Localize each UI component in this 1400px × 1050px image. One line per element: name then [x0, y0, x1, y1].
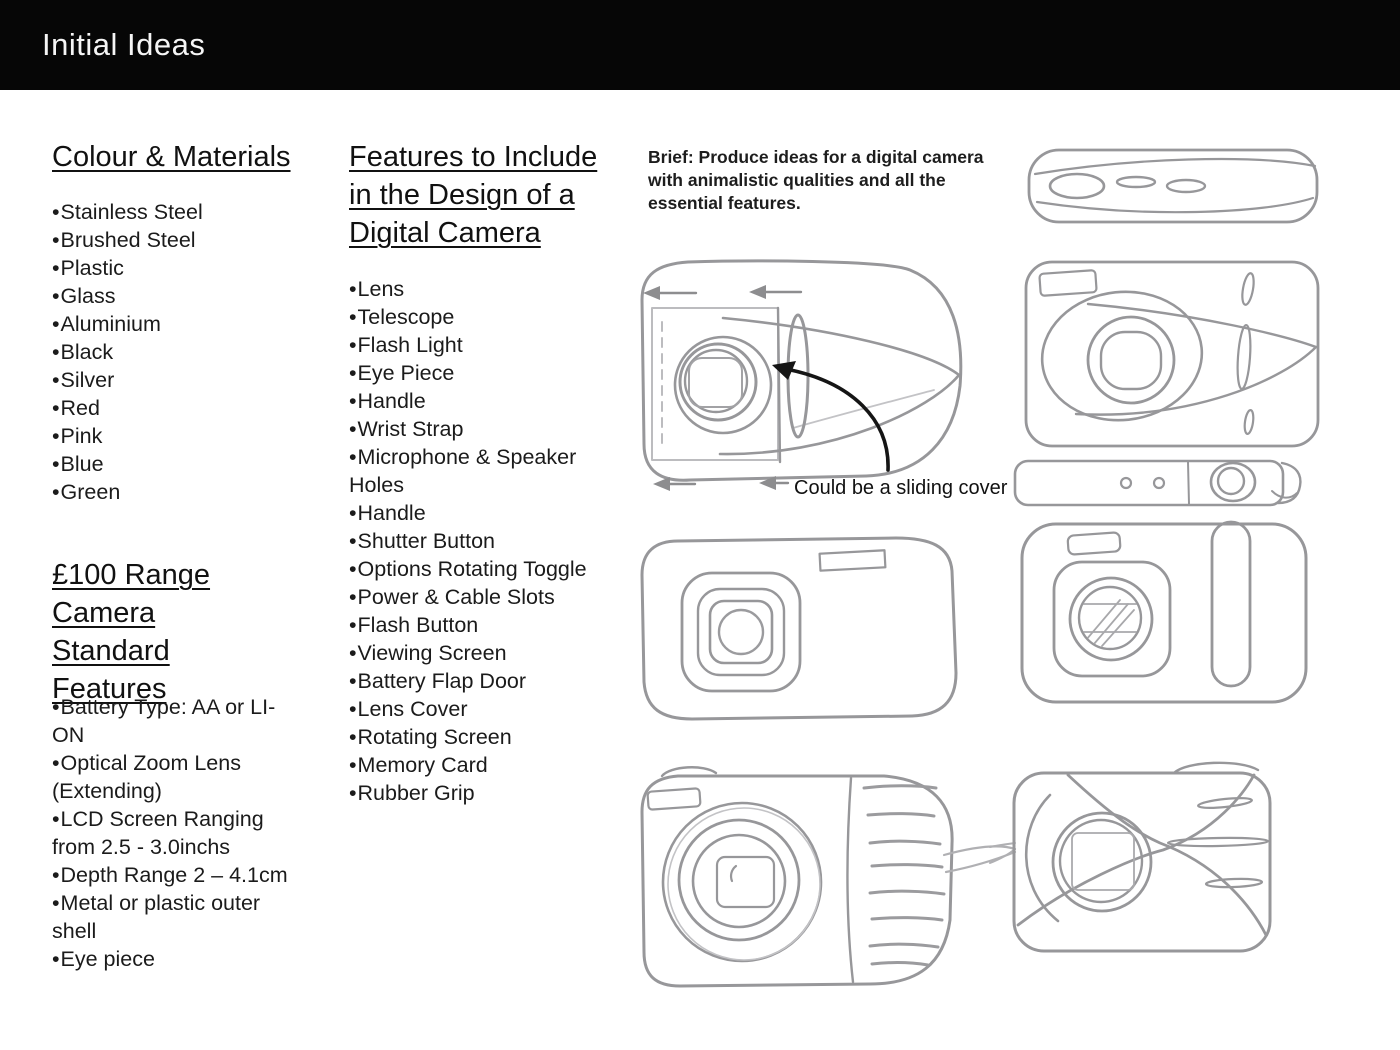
list-item: • Pink — [52, 422, 304, 450]
list-item: • Memory Card — [349, 751, 601, 779]
colour-materials-list — [52, 198, 304, 506]
list-item: • Battery Flap Door — [349, 667, 601, 695]
list-item: • LCD Screen Ranging from 2.5 - 3.0inchs — [52, 805, 292, 861]
list-item: • Glass — [52, 282, 304, 310]
title-bar — [0, 0, 1400, 90]
sketch-camera-top-view — [1023, 140, 1323, 235]
list-item: • Power & Cable Slots — [349, 583, 601, 611]
section-heading-colour-materials: Colour & Materials — [52, 141, 291, 173]
list-item: • Handle — [349, 387, 601, 415]
list-item: • Microphone & Speaker Holes — [349, 443, 601, 499]
list-item: • Silver — [52, 366, 304, 394]
list-item: • Telescope — [349, 303, 601, 331]
list-item: • Red — [52, 394, 304, 422]
list-item: • Rotating Screen — [349, 723, 601, 751]
brief-text: Brief: Produce ideas for a digital camera with animalistic qualities and all the essential features. — [648, 147, 984, 213]
list-item: • Green — [52, 478, 304, 506]
standard-features-list — [52, 693, 292, 973]
sketch-camera-front-grip-design — [1016, 512, 1312, 710]
list-item: • Stainless Steel — [52, 198, 304, 226]
list-item: • Plastic — [52, 254, 304, 282]
sketch-camera-front-zoom-lens — [632, 760, 1018, 996]
page-title: Initial Ideas — [42, 27, 206, 62]
list-item: • Flash Button — [349, 611, 601, 639]
list-item: • Options Rotating Toggle — [349, 555, 601, 583]
list-item: • Lens Cover — [349, 695, 601, 723]
list-item: • Wrist Strap — [349, 415, 601, 443]
list-item: • Eye Piece — [349, 359, 601, 387]
list-item: • Optical Zoom Lens (Extending) — [52, 749, 292, 805]
list-item: • Eye piece — [52, 945, 292, 973]
list-item: • Handle — [349, 499, 601, 527]
section-heading-design-features: Features to Include in the Design of a Digital Camera — [349, 141, 598, 249]
list-item: • Shutter Button — [349, 527, 601, 555]
list-item: • Aluminium — [52, 310, 304, 338]
sketch-camera-front-leaf-design — [1018, 252, 1324, 454]
design-features-list — [349, 275, 601, 807]
list-item: • Flash Light — [349, 331, 601, 359]
sketch-camera-side-view — [1010, 453, 1306, 515]
list-item: • Metal or plastic outer shell — [52, 889, 292, 945]
list-item: • Battery Type: AA or LI-ON — [52, 693, 292, 749]
sketch-camera-front-cross-design — [988, 755, 1288, 961]
curved-arrow-icon — [768, 358, 898, 478]
list-item: • Black — [52, 338, 304, 366]
list-item: • Lens — [349, 275, 601, 303]
list-item: • Blue — [52, 450, 304, 478]
section-heading-standard-features: £100 Range Camera Standard Features — [52, 559, 211, 705]
list-item: • Rubber Grip — [349, 779, 601, 807]
list-item: • Brushed Steel — [52, 226, 304, 254]
annotation-text: Could be a sliding cover — [794, 477, 1008, 499]
list-item: • Viewing Screen — [349, 639, 601, 667]
list-item: • Depth Range 2 – 4.1cm — [52, 861, 292, 889]
sketch-camera-front-simple — [630, 525, 970, 731]
